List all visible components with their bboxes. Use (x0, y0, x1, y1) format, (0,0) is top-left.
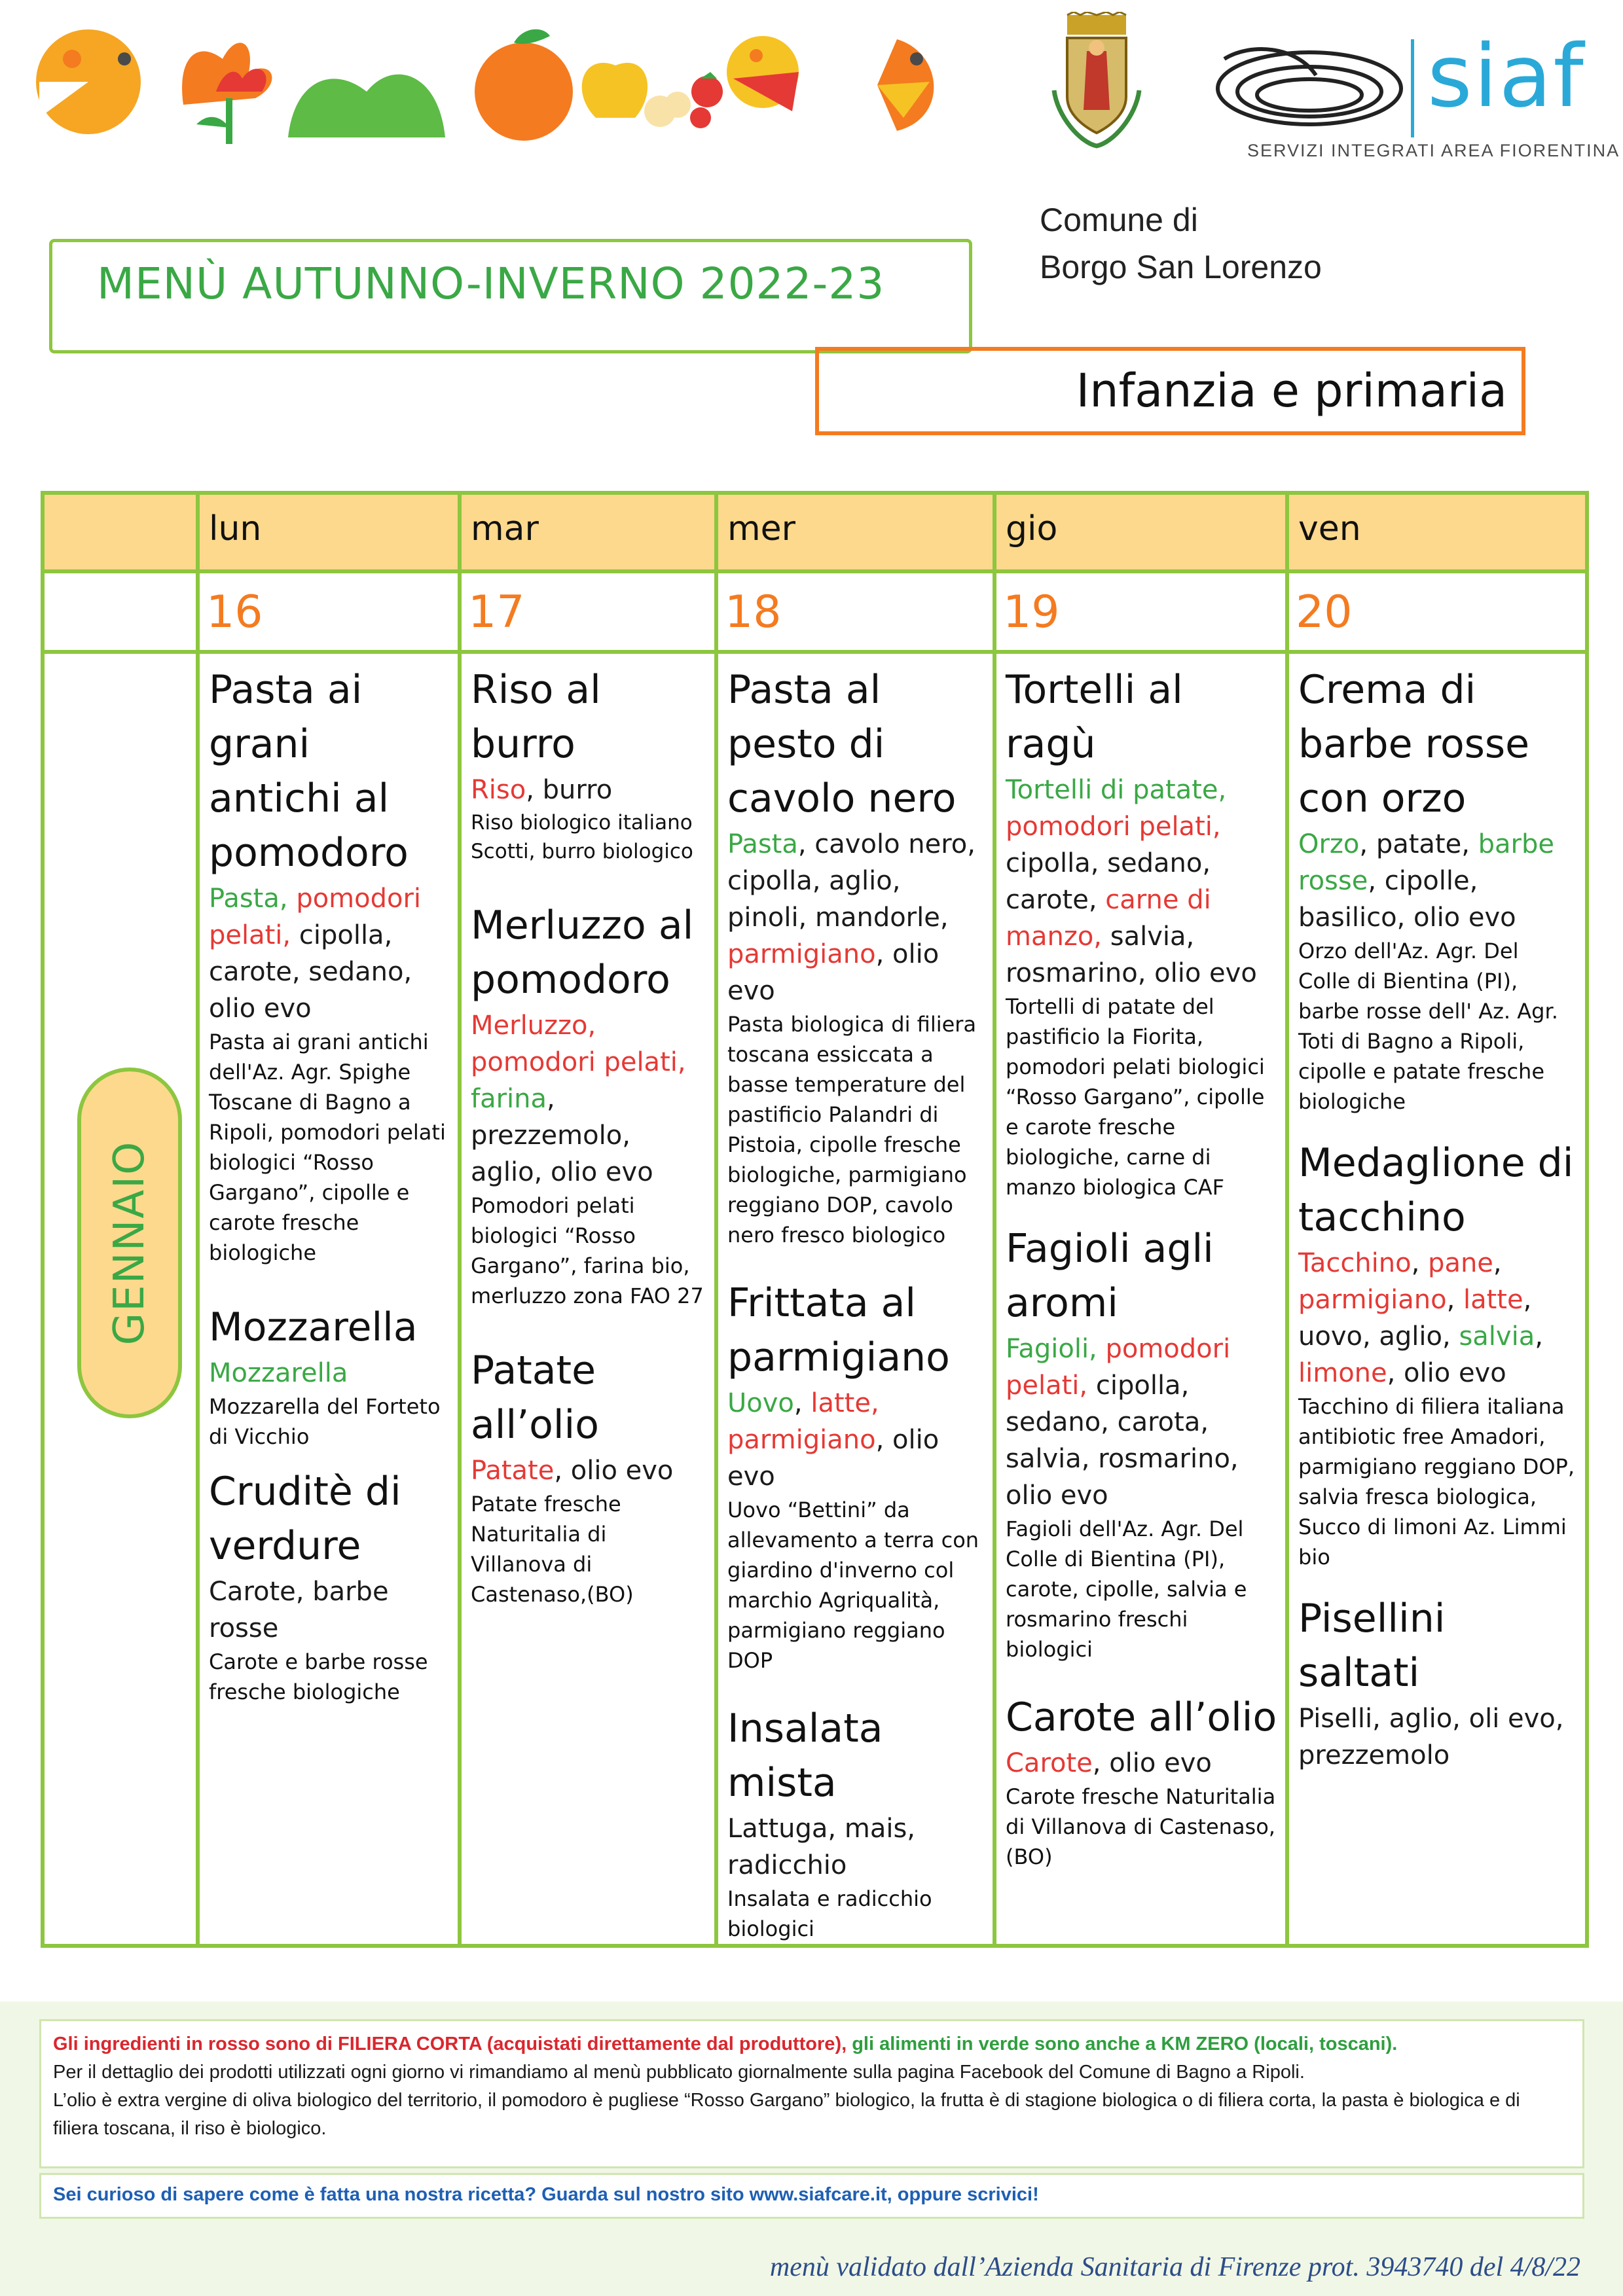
dish-title: Medaglione di tacchino (1298, 1140, 1574, 1240)
dish-title: Pasta ai grani antichi al pomodoro (209, 667, 409, 876)
ingredients: Lattuga, mais, radicchio (727, 1814, 915, 1880)
dish-title: Carote all’olio (1006, 1695, 1277, 1740)
dish-title: Fagioli agli aromi (1006, 1226, 1214, 1326)
day-header-gio: gio (994, 493, 1287, 571)
month-pill (77, 1067, 182, 1418)
footer-line: Per il dettaglio dei prodotti utilizzati ogni giorno vi rimandiamo al menù pubblicato giornalmente sulla pagina Facebook del Comune di Bagno a Ripoli. (53, 2062, 1305, 2083)
dish-note: Fagioli dell'Az. Agr. Del Colle di Bientina (PI), carote, cipolle, salvia e rosmarino freschi biologici (1006, 1516, 1247, 1662)
day-header-mer: mer (716, 493, 994, 571)
menu-gio (994, 652, 1287, 1946)
dish-title: Insalata mista (727, 1706, 883, 1806)
dish-note: Carote e barbe rosse fresche biologiche (209, 1649, 428, 1704)
ingredients: Pasta, cavolo nero, cipolla, aglio, pinoli, mandorle, parmigiano, olio evo (727, 829, 976, 1006)
dish-note: Uovo “Bettini” da allevamento a terra con giardino d'inverno col marchio Agriqualità, parmigiano reggiano DOP (727, 1498, 979, 1673)
dish-note: Pasta biologica di filiera toscana essiccata a basse temperature del pastificio Palandri di Pistoia, cipolle fresche biologiche, parmigiano reggiano DOP, cavolo nero fresco biologico (727, 1012, 977, 1247)
dish-note: Insalata e radicchio biologici (727, 1886, 932, 1941)
school-level-box (815, 347, 1525, 435)
date-row (43, 571, 1587, 652)
date-gio: 19 (994, 571, 1287, 652)
ingredients: Mozzarella (209, 1358, 348, 1388)
ingredients: Tortelli di patate, pomodori pelati, cipolla, sedano, carote, carne di manzo, salvia, rosmarino, olio evo (1006, 775, 1257, 988)
dish-note: Pasta ai grani antichi dell'Az. Agr. Spighe Toscane di Bagno a Ripoli, pomodori pelati biologici “Rosso Gargano”, cipolle e carote fresche biologiche (209, 1030, 446, 1265)
corner-cell (43, 571, 198, 652)
siaf-swirl-icon (1211, 39, 1408, 131)
ingredients: Uovo, latte, parmigiano, olio evo (727, 1388, 939, 1492)
dish-title: Merluzzo al pomodoro (471, 903, 694, 1003)
dish-title: Patate all’olio (471, 1348, 599, 1448)
dish-note: Tacchino di filiera italiana antibiotic free Amadori, parmigiano reggiano DOP, salvia fresca biologica, Succo di limoni Az. Limmi bio (1298, 1394, 1575, 1570)
school-level: Infanzia e primaria (1076, 364, 1507, 418)
recipe-link-box[interactable]: Sei curioso di sapere come è fatta una nostra ricetta? Guarda sul nostro sito www.siafcare.it, oppure scrivici! (39, 2173, 1584, 2219)
menu-table (41, 491, 1589, 1948)
day-header-lun: lun (198, 493, 460, 571)
dish-title: Crema di barbe rosse con orzo (1298, 667, 1530, 821)
menu-mer (716, 652, 994, 1946)
siaf-subtitle: SERVIZI INTEGRATI AREA FIORENTINA (1247, 141, 1620, 160)
logo-divider (1411, 39, 1414, 137)
menu-mar (460, 652, 716, 1946)
ingredients: Riso, burro (471, 775, 613, 805)
dish-note: Riso biologico italiano Scotti, burro biologico (471, 811, 693, 863)
footer-line: L’olio è extra vergine di oliva biologico del territorio, il pomodoro è pugliese “Rosso Gargano” biologico, la frutta è di stagione biologica o di filiera corta, la pasta è biologica e di filiera toscana, il riso è biologico. (53, 2090, 1520, 2139)
ingredients: Merluzzo, pomodori pelati, farina, prezzemolo, aglio, olio evo (471, 1011, 686, 1187)
dish-title: Pisellini saltati (1298, 1596, 1446, 1696)
dish-note: Pomodori pelati biologici “Rosso Gargano”, farina bio, merluzzo zona FAO 27 (471, 1193, 704, 1308)
menu-lun (198, 652, 460, 1946)
ingredients: Orzo, patate, barbe rosse, cipolle, basilico, olio evo (1298, 829, 1555, 933)
ingredients: Pasta, pomodori pelati, cipolla, carote, sedano, olio evo (209, 884, 422, 1024)
dish-note: Tortelli di patate del pastificio la Fiorita, pomodori pelati biologici “Rosso Gargano”, cipolle e carote fresche biologiche, carne di manzo biologica CAF (1006, 994, 1265, 1200)
dish-title: Tortelli al ragù (1006, 667, 1183, 767)
validation-note: menù validato dall’Azienda Sanitaria di Firenze prot. 3943740 del 4/8/22 (769, 2252, 1580, 2282)
date-mar: 17 (460, 571, 716, 652)
menu-title-box (49, 239, 972, 353)
corner-cell (43, 493, 198, 571)
dish-title: Mozzarella (209, 1304, 418, 1350)
date-ven: 20 (1287, 571, 1587, 652)
comune-label (1040, 196, 1322, 291)
month-label: GENNAIO (105, 1140, 154, 1346)
dish-title: Frittata al parmigiano (727, 1280, 950, 1380)
dish-title: Riso al burro (471, 667, 601, 767)
day-header-mar: mar (460, 493, 716, 571)
day-header-ven: ven (1287, 493, 1587, 571)
menu-title: MENÙ AUTUNNO-INVERNO 2022-23 (97, 259, 885, 309)
dish-note: Carote fresche Naturitalia di Villanova di Castenaso,(BO) (1006, 1784, 1276, 1869)
menu-ven (1287, 652, 1587, 1946)
ingredients: Carote, barbe rosse (209, 1577, 389, 1643)
date-mer: 18 (716, 571, 994, 652)
month-cell (43, 652, 198, 1946)
date-lun: 16 (198, 571, 460, 652)
comune-line1: Comune di (1040, 202, 1198, 238)
header-decoration (26, 20, 956, 151)
ingredients: Tacchino, pane, parmigiano, latte, uovo, aglio, salvia, limone, olio evo (1298, 1248, 1543, 1388)
ingredients: Fagioli, pomodori pelati, cipolla, sedano, carota, salvia, rosmarino, olio evo (1006, 1334, 1239, 1511)
footer-notes (39, 2019, 1584, 2168)
menu-row (43, 652, 1587, 1946)
dish-title: Cruditè di verdure (209, 1469, 401, 1569)
ingredients: Patate, olio evo (471, 1456, 674, 1486)
siaf-logo (1211, 26, 1620, 164)
dish-title: Pasta al pesto di cavolo nero (727, 667, 957, 821)
comune-crest-icon (1048, 12, 1146, 149)
weekday-row (43, 493, 1587, 571)
footer-legend: Gli ingredienti in rosso sono di FILIERA CORTA (acquistati direttamente dal produttore), gli alimenti in verde sono anche a KM ZERO (locali, toscani). (53, 2034, 1398, 2054)
dish-note: Patate fresche Naturitalia di Villanova di Castenaso,(BO) (471, 1492, 634, 1607)
dish-note: Orzo dell'Az. Agr. Del Colle di Bientina (PI), barbe rosse dell' Az. Agr. Toti di Bagno a Ripoli, cipolle e patate fresche biologiche (1298, 939, 1558, 1114)
ingredients: Carote, olio evo (1006, 1748, 1212, 1778)
dish-note: Mozzarella del Forteto di Vicchio (209, 1394, 441, 1449)
siaf-brand: siaf (1427, 26, 1585, 127)
ingredients: Piselli, aglio, oli evo, prezzemolo (1298, 1704, 1564, 1770)
comune-line2: Borgo San Lorenzo (1040, 249, 1322, 285)
